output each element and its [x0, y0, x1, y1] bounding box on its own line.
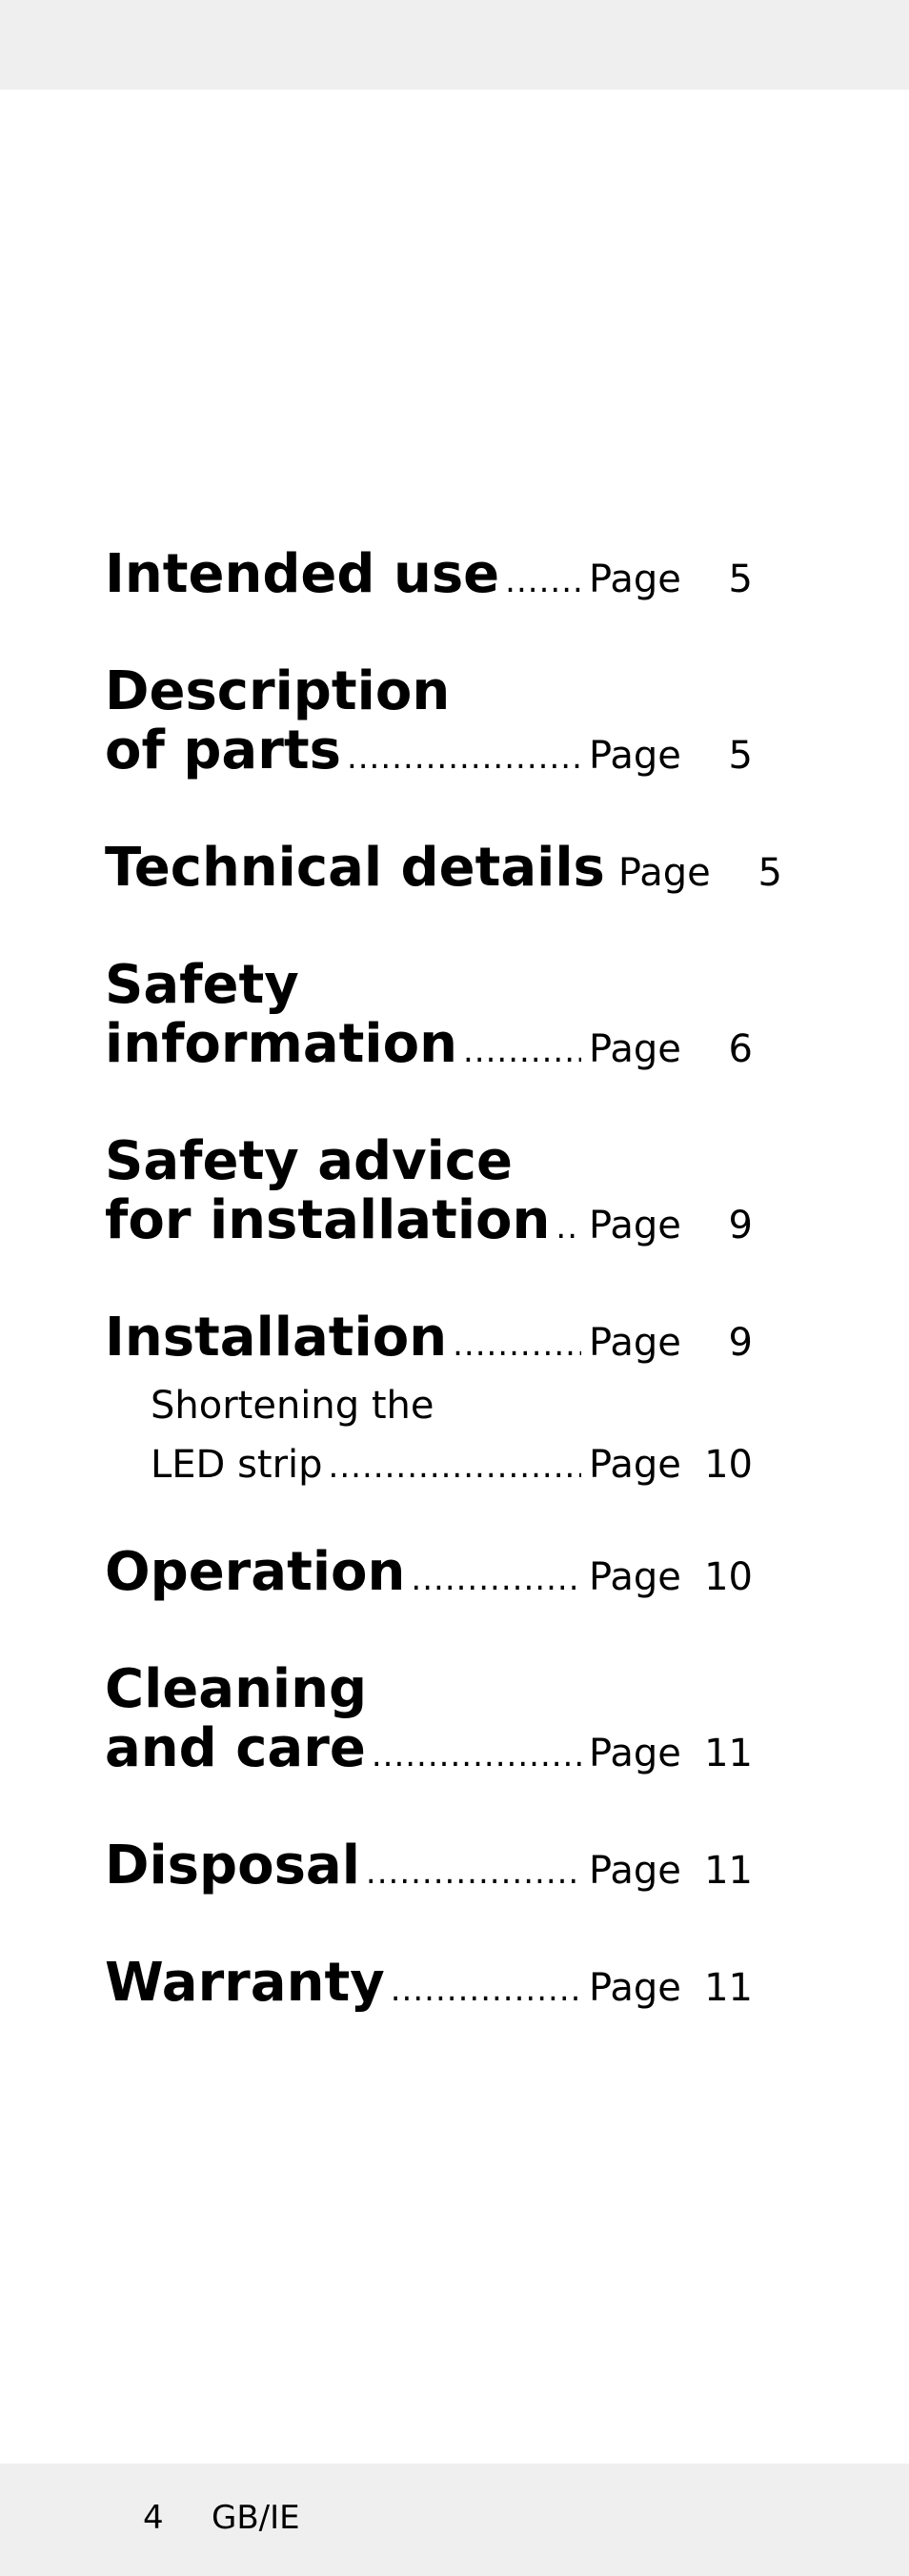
- toc-subentry-title: LED strip: [151, 1443, 323, 1487]
- dot-leader: [347, 739, 581, 777]
- page-number: 11: [704, 1849, 753, 1893]
- dot-leader: [329, 1448, 581, 1486]
- toc-subentry-shortening-led-strip[interactable]: [105, 1376, 753, 1494]
- page-label: Page: [589, 1732, 681, 1775]
- toc-entry-safety-advice[interactable]: [105, 1132, 753, 1250]
- toc-entry-title: information: [105, 1013, 457, 1075]
- page-label: Page: [589, 1966, 681, 2010]
- toc-entry-safety-information[interactable]: [105, 956, 753, 1074]
- footer-band: [0, 2464, 909, 2576]
- page-label: Page: [589, 1555, 681, 1599]
- dot-leader: [391, 1971, 581, 2009]
- toc-entry-title: Technical details: [105, 837, 605, 899]
- toc-entry-description-of-parts[interactable]: [105, 662, 753, 781]
- toc-entry-title: Operation: [105, 1541, 406, 1603]
- dot-leader: [556, 1208, 581, 1247]
- toc-entry-technical-details[interactable]: [105, 837, 782, 899]
- toc-entry-title: Disposal: [105, 1835, 360, 1897]
- page-number: 11: [704, 1966, 753, 2010]
- toc-entry-title: of parts: [105, 720, 341, 781]
- page-number: 10: [704, 1555, 753, 1599]
- page-number: 9: [728, 1204, 753, 1247]
- toc-subentry-title-line1: Shortening the: [151, 1384, 434, 1428]
- toc-entry-cleaning-and-care[interactable]: [105, 1660, 753, 1778]
- toc-entry-title-line1: Cleaning: [105, 1658, 368, 1720]
- page-number: 5: [758, 851, 782, 895]
- page-label: Page: [589, 734, 681, 778]
- page-number: 6: [728, 1027, 753, 1071]
- toc-entry-title: Installation: [105, 1307, 448, 1369]
- dot-leader: [505, 562, 581, 600]
- dot-leader: [463, 1032, 581, 1070]
- dot-leader: [372, 1736, 581, 1775]
- page-label: Page: [589, 1204, 681, 1247]
- toc-entry-disposal[interactable]: [105, 1836, 753, 1896]
- page-number: 10: [704, 1443, 753, 1487]
- footer-language: GB/IE: [212, 2499, 300, 2537]
- toc-entry-installation[interactable]: [105, 1308, 753, 1368]
- toc-entry-intended-use[interactable]: [105, 545, 753, 604]
- toc-entry-operation[interactable]: [105, 1543, 753, 1602]
- page-number: 9: [728, 1321, 753, 1365]
- toc-entry-title-line1: Safety: [105, 954, 299, 1016]
- page-number: 5: [728, 734, 753, 778]
- top-band: [0, 0, 909, 90]
- page-label: Page: [589, 1321, 681, 1365]
- page-label: Page: [589, 1027, 681, 1071]
- toc-entry-title: and care: [105, 1717, 366, 1779]
- toc-entry-title: Intended use: [105, 543, 500, 605]
- toc-entry-warranty[interactable]: [105, 1954, 753, 2013]
- page-label: Page: [589, 558, 681, 601]
- footer-page-number: 4: [143, 2499, 164, 2537]
- dot-leader: [411, 1560, 581, 1598]
- page-number: 5: [728, 558, 753, 601]
- dot-leader: [366, 1854, 581, 1892]
- toc-entry-title-line1: Safety advice: [105, 1130, 513, 1192]
- page-number: 11: [704, 1732, 753, 1775]
- toc-entry-title: for installation: [105, 1189, 551, 1251]
- toc-entry-title-line1: Description: [105, 660, 451, 722]
- dot-leader: [453, 1326, 581, 1364]
- page-label: Page: [589, 1443, 681, 1487]
- page-label: Page: [589, 1849, 681, 1893]
- toc-entry-title: Warranty: [105, 1952, 385, 2014]
- page-label: Page: [617, 851, 711, 895]
